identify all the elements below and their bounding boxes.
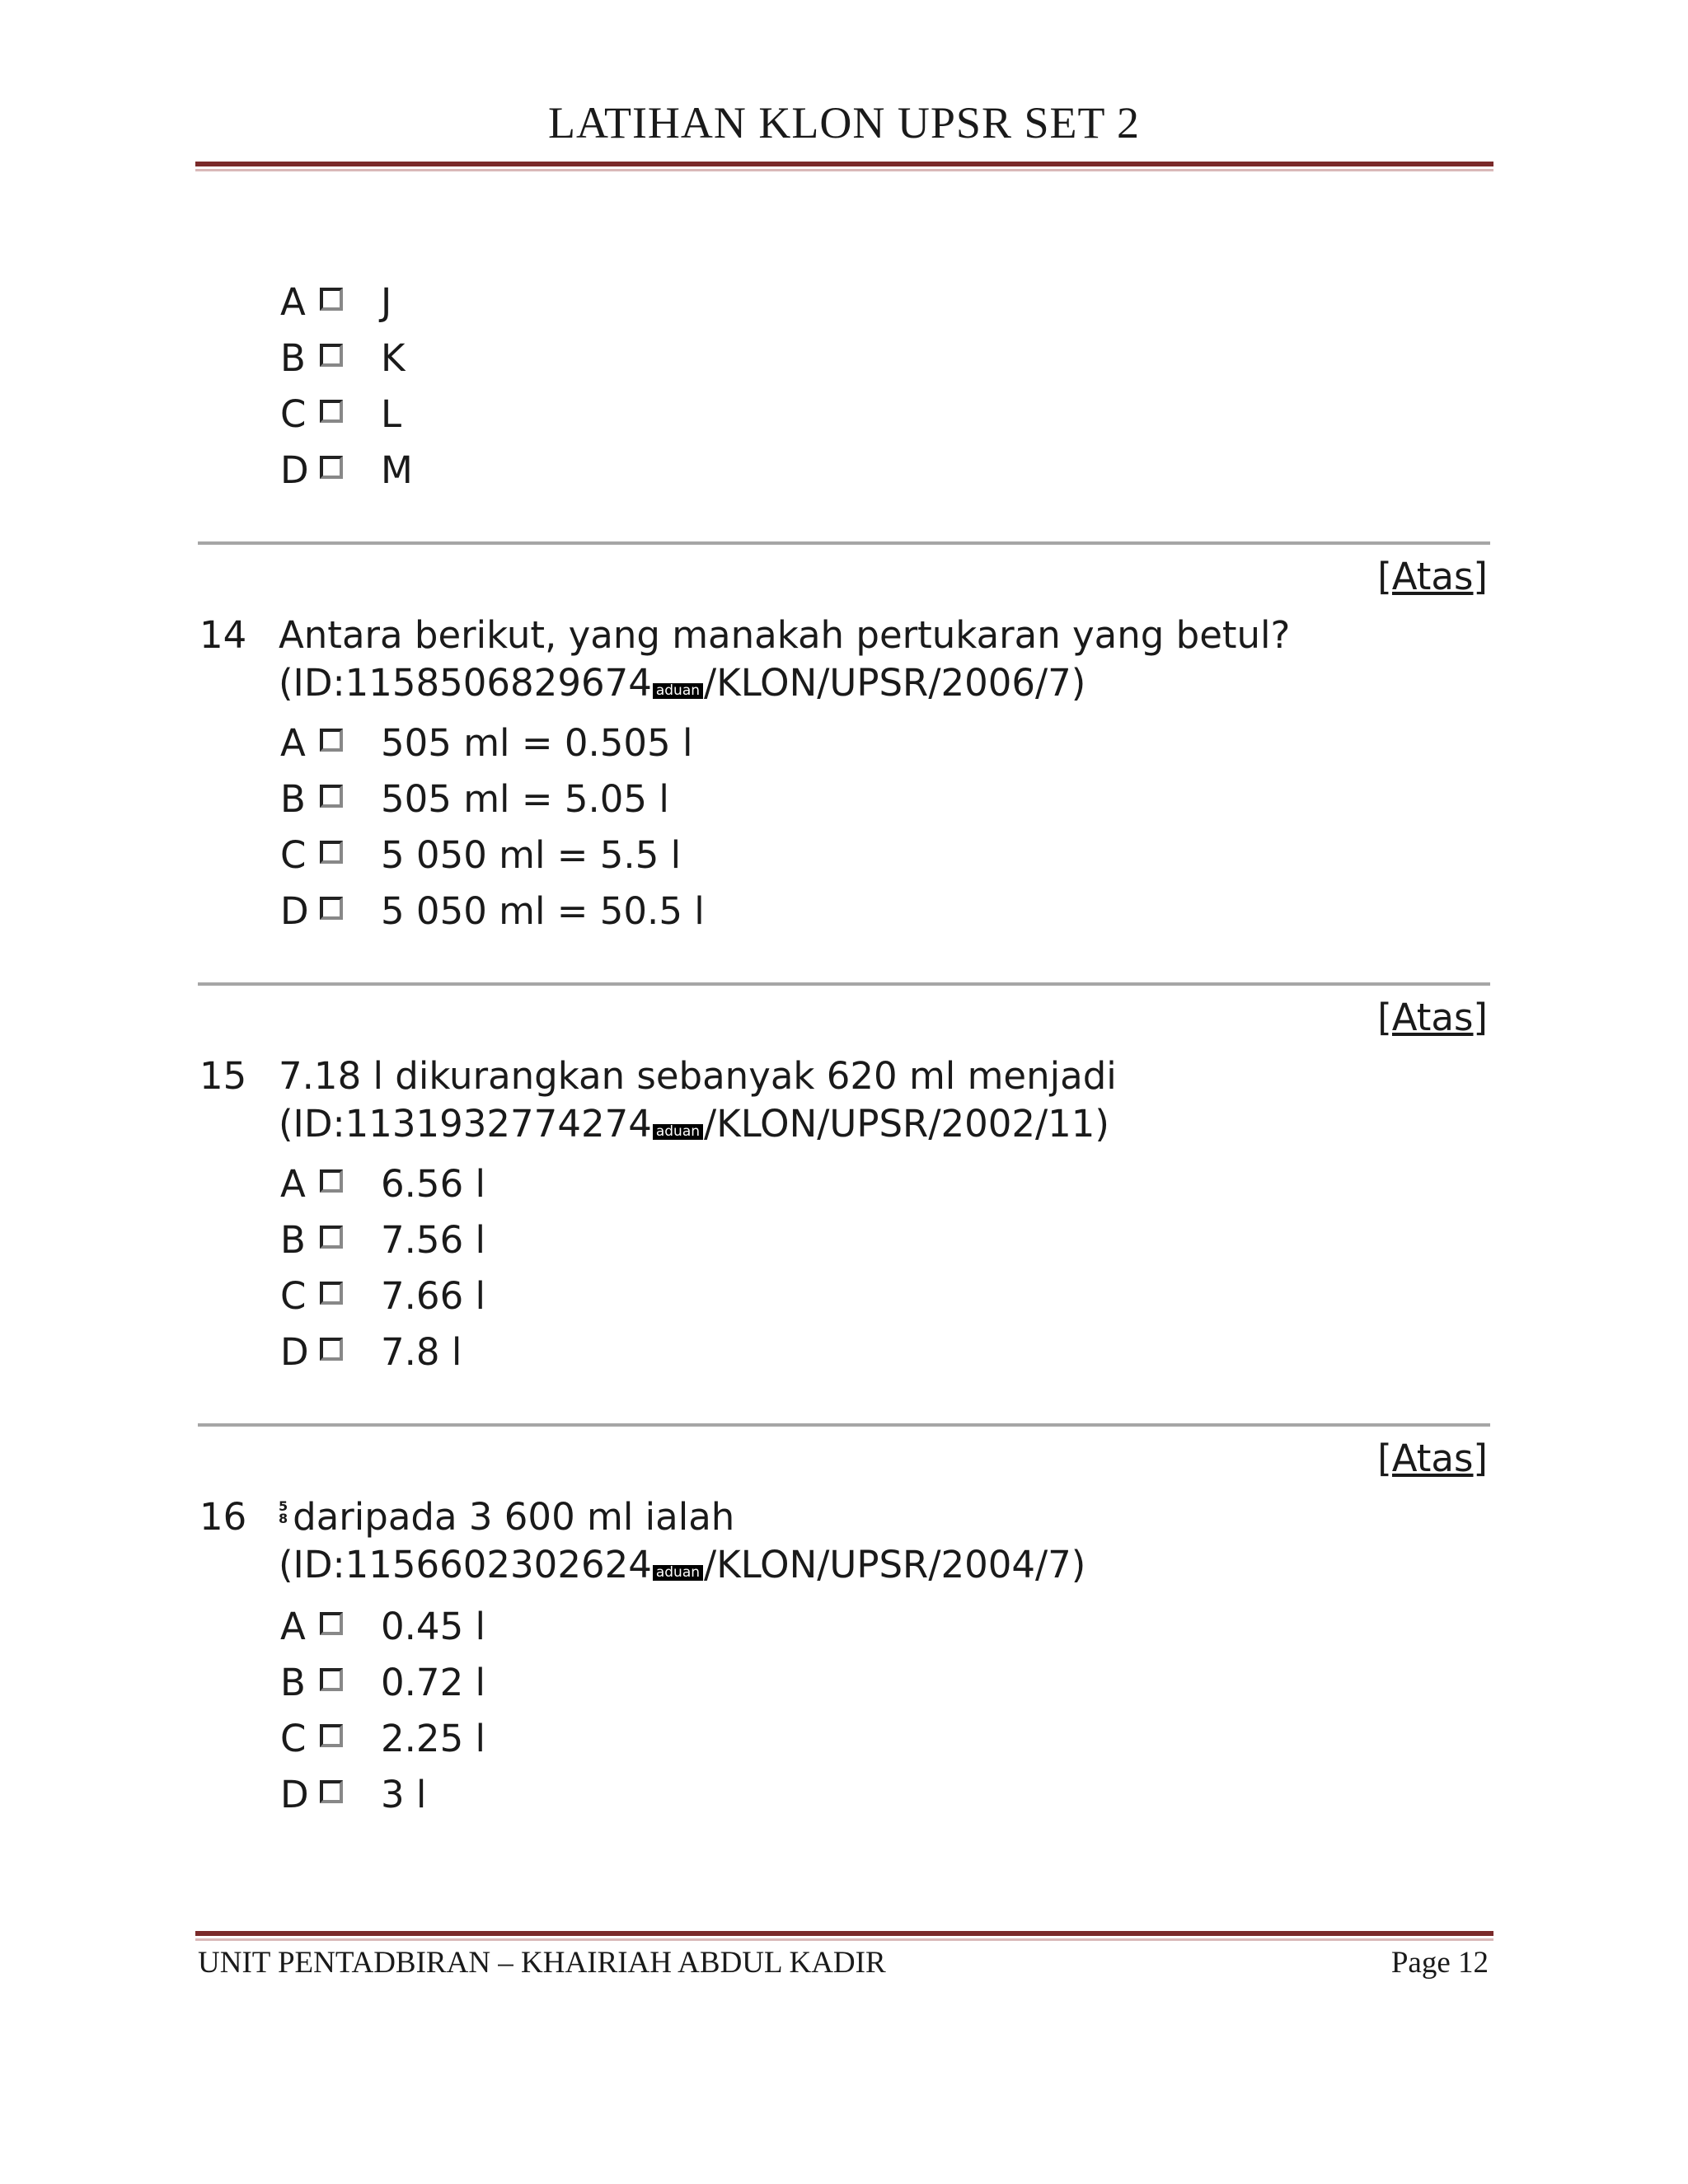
- radio-icon[interactable]: [320, 1169, 343, 1193]
- radio-icon[interactable]: [320, 456, 343, 479]
- radio-icon[interactable]: [320, 729, 343, 752]
- radio-icon[interactable]: [320, 400, 343, 423]
- radio-icon[interactable]: [320, 897, 343, 920]
- radio-icon[interactable]: [320, 785, 343, 808]
- question-id: (ID:1131932774274 aduan /KLON/UPSR/2002/11): [279, 1102, 1109, 1146]
- back-to-top-link[interactable]: [Atas]: [1377, 996, 1488, 1039]
- header-rule: [195, 162, 1493, 166]
- page-header-title: LATIHAN KLON UPSR SET 2: [547, 98, 1141, 148]
- question-number: 15: [199, 1054, 247, 1098]
- aduan-button[interactable]: aduan: [653, 1124, 703, 1140]
- back-to-top-link[interactable]: [Atas]: [1377, 1436, 1488, 1480]
- back-to-top-link[interactable]: [Atas]: [1377, 555, 1488, 598]
- radio-icon[interactable]: [320, 1226, 343, 1249]
- question-text: Antara berikut, yang manakah pertukaran yang betul?: [279, 613, 1291, 657]
- radio-icon[interactable]: [320, 344, 343, 367]
- question-number: 14: [199, 613, 247, 657]
- question-separator: [198, 541, 1490, 545]
- radio-icon[interactable]: [320, 1612, 343, 1635]
- radio-icon[interactable]: [320, 841, 343, 864]
- question-id: (ID:1158506829674 aduan /KLON/UPSR/2006/7): [279, 661, 1086, 705]
- aduan-button[interactable]: aduan: [653, 1565, 703, 1581]
- radio-icon[interactable]: [320, 1724, 343, 1747]
- page-number: Page 12: [1390, 1946, 1489, 1980]
- aduan-button[interactable]: aduan: [653, 683, 703, 699]
- fraction: 5 8: [279, 1498, 288, 1526]
- footer-rule: [195, 1931, 1493, 1936]
- question-id: (ID:1156602302624 aduan /KLON/UPSR/2004/7): [279, 1543, 1086, 1586]
- question-number: 16: [199, 1495, 247, 1539]
- radio-icon[interactable]: [320, 1668, 343, 1691]
- radio-icon[interactable]: [320, 288, 343, 311]
- header-rule-thin: [195, 169, 1493, 171]
- question-separator: [198, 1423, 1490, 1427]
- question-separator: [198, 982, 1490, 986]
- radio-icon[interactable]: [320, 1338, 343, 1361]
- footer-author: UNIT PENTADBIRAN – KHAIRIAH ABDUL KADIR: [198, 1946, 886, 1980]
- question-text: 7.18 l dikurangkan sebanyak 620 ml menjadi: [279, 1054, 1117, 1098]
- footer-rule-thin: [195, 1938, 1493, 1941]
- question-text: 5 8 daripada 3 600 ml ialah: [279, 1495, 735, 1539]
- radio-icon[interactable]: [320, 1282, 343, 1305]
- radio-icon[interactable]: [320, 1780, 343, 1803]
